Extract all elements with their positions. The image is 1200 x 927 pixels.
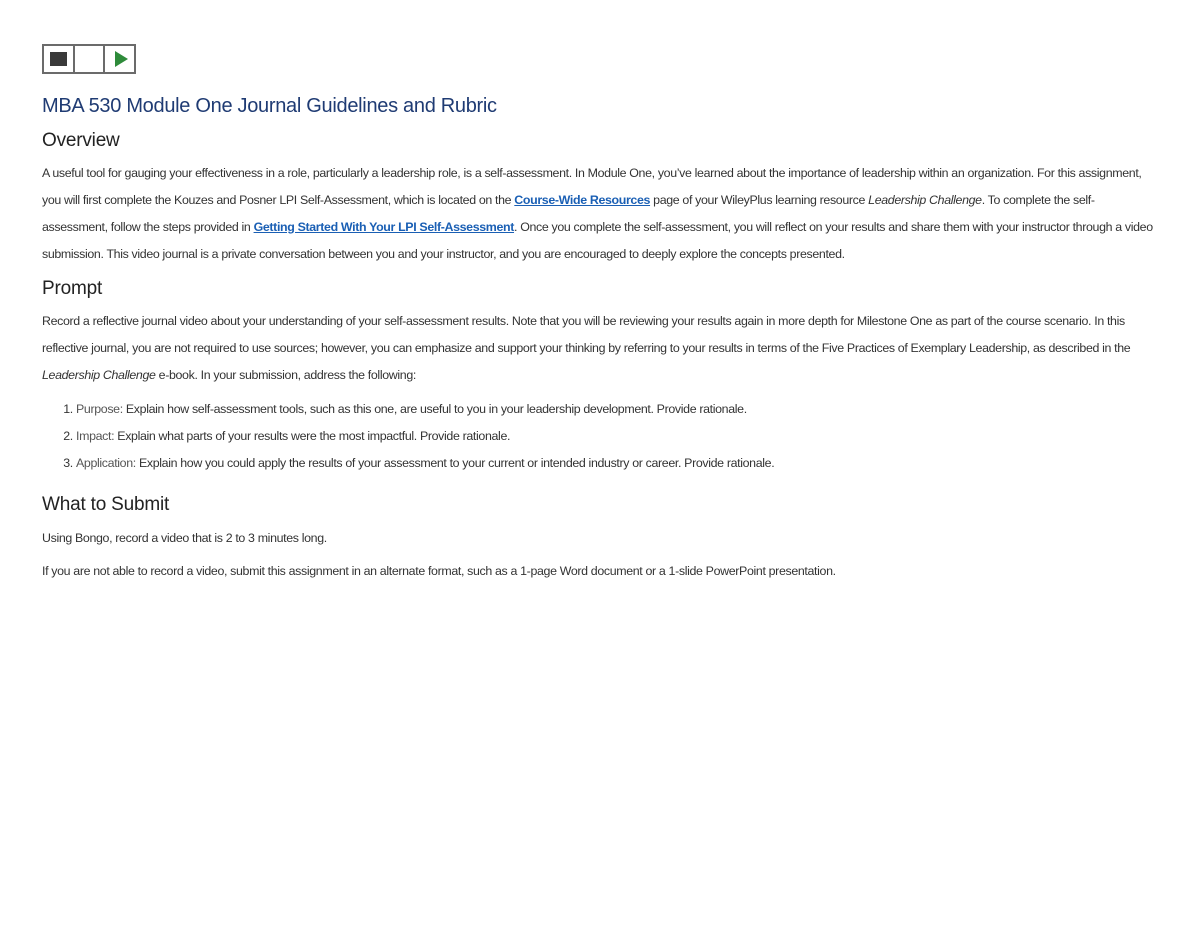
page-title: MBA 530 Module One Journal Guidelines and Rubric (42, 95, 497, 117)
prompt-paragraph (42, 308, 1160, 389)
overview-text-4: . Once you complete the self-assessment, you will reflect on your results and share them with your instructor through a video submission. This video journal is a private conversation between you and your instructor, and you are encouraged to deeply explore the concepts presented. (42, 220, 1153, 261)
media-controls (42, 44, 136, 74)
play-button[interactable] (105, 46, 134, 72)
list-item-text: Explain how you could apply the results of your assessment to your current or intended industry or career. Provide rationale. (135, 456, 775, 470)
overview-book-title: Leadership Challenge (868, 193, 982, 207)
submit-paragraph-2: If you are not able to record a video, submit this assignment in an alternate format, such as a 1-page Word document or a 1-slide PowerPoint presentation. (42, 564, 836, 578)
document-page (42, 44, 1160, 585)
list-item (76, 423, 1160, 450)
prompt-requirements-list (42, 396, 1160, 477)
getting-started-lpi-link[interactable]: Getting Started With Your LPI Self-Assessment (253, 220, 515, 234)
list-item-label: Purpose: (76, 402, 123, 416)
stop-button[interactable] (44, 46, 75, 72)
what-to-submit-heading: What to Submit (42, 494, 170, 515)
prompt-text-2: e-book. In your submission, address the following: (155, 368, 416, 382)
overview-text-1: A useful tool for gauging your effectiveness in a role, particularly a leadership role, is a self-assessment. In Module One, you’ve learned about the importance of leadership within an organization. For this assignment, you will first complete the Kouzes and Posner LPI Self-Assessment, which is located on the (42, 166, 1142, 207)
list-item (76, 450, 1160, 477)
blank-control-button[interactable] (75, 46, 106, 72)
list-item-label: Impact: (76, 429, 115, 443)
list-item-label: Application: (76, 456, 136, 470)
list-item-text: Explain how self-assessment tools, such as this one, are useful to you in your leadership development. Provide rationale. (122, 402, 747, 416)
prompt-heading: Prompt (42, 278, 103, 299)
list-item (76, 396, 1160, 423)
submit-paragraph-1: Using Bongo, record a video that is 2 to 3 minutes long. (42, 531, 327, 545)
overview-text-3: . To complete the self-assessment, follow the steps provided in (42, 193, 1095, 234)
stop-icon (50, 52, 67, 66)
course-wide-resources-link[interactable]: Course-Wide Resources (514, 193, 651, 207)
overview-paragraph (42, 160, 1160, 268)
prompt-text-1: Record a reflective journal video about your understanding of your self-assessment results. Note that you will be reviewing your results again in more depth for Milestone One as part of the course scenario. In this reflective journal, you are not required to use sources; however, you can emphasize and support your thinking by referring to your results in terms of the Five Practices of Exemplary Leadership, as described in the (42, 314, 1131, 355)
overview-text-2: page of your WileyPlus learning resource (650, 193, 869, 207)
list-item-text: Explain what parts of your results were the most impactful. Provide rationale. (114, 429, 511, 443)
prompt-book-title: Leadership Challenge (42, 368, 156, 382)
play-icon (115, 51, 128, 67)
overview-heading: Overview (42, 130, 120, 151)
